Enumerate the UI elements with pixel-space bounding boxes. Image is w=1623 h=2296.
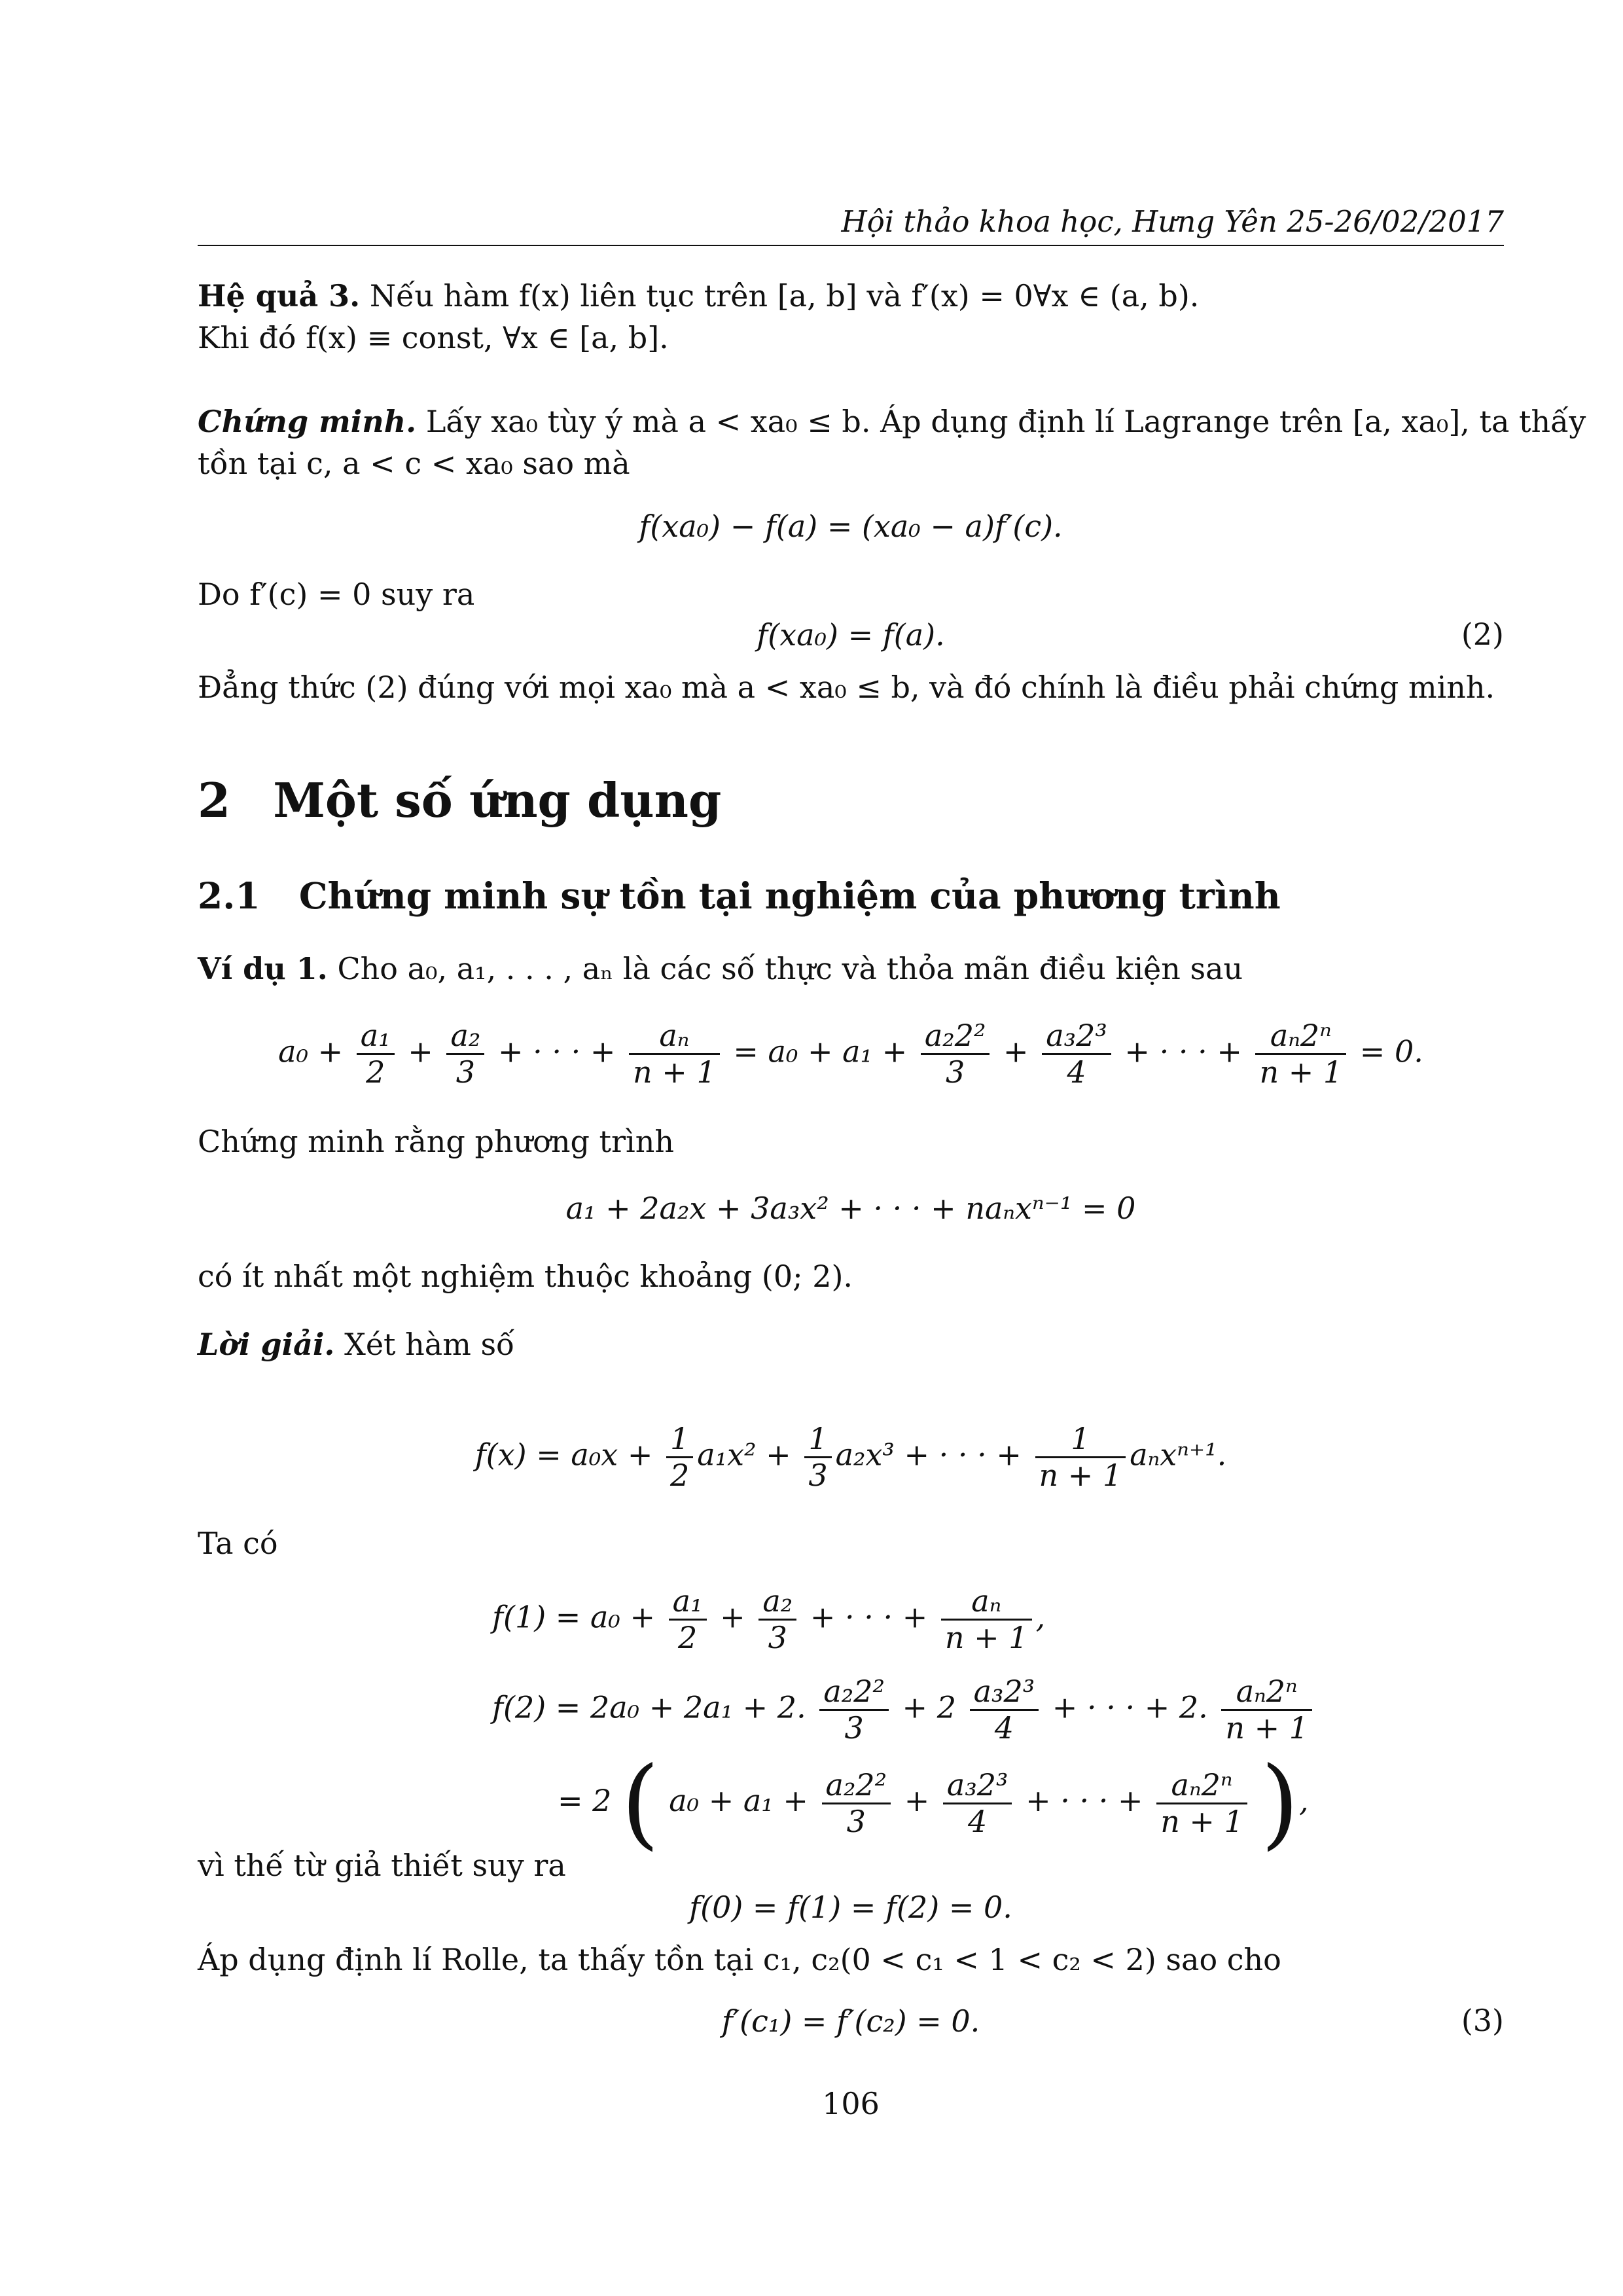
- f3-end: ,: [1299, 1783, 1309, 1818]
- f3-dots: + · · · +: [1026, 1783, 1143, 1818]
- proof-text-1: Lấy xa₀ tùy ý mà a < xa₀ ≤ b. Áp dụng định lí Lagrange trên [a, xa₀], ta thấy: [425, 404, 1586, 439]
- proof-equation-1: f(xa₀) − f(a) = (xa₀ − a)f′(c).: [639, 509, 1063, 544]
- f3-frac-3: $\frac{\text{a₃2³}}{4}$: [943, 1768, 1012, 1839]
- proof-line-2: tồn tại c, a < c < xa₀ sao mà: [198, 446, 630, 481]
- subsection-title: Chứng minh sự tồn tại nghiệm của phương trình: [298, 874, 1281, 917]
- left-paren: (: [621, 1746, 660, 1860]
- f3-lhs: = 2: [558, 1783, 612, 1818]
- f1-equation: f(1) = a₀ + $\frac{\text{a₁}}{2}$ + $\frac{\text{a₂}}{3}$ + · · · + $\frac{\text{aₙ}}{n + 1}$ ,: [492, 1583, 1046, 1655]
- f1-lhs: f(1) = a₀ +: [492, 1599, 656, 1635]
- section-heading: [198, 772, 721, 828]
- f1-frac-1: $\frac{\text{a₁}}{2}$: [669, 1584, 707, 1655]
- proof-line-4: Đẳng thức (2) đúng với mọi xa₀ mà a < xa₀ ≤ b, và đó chính là điều phải chứng minh.: [198, 670, 1495, 705]
- f2-plus-3: + 2: [902, 1689, 956, 1725]
- f2-factored-equation: [558, 1746, 1309, 1860]
- f3-frac-n: $\frac{\text{aₙ2ⁿ}}{n + 1}$: [1156, 1768, 1247, 1839]
- equation-3: f′(c₁) = f′(c₂) = 0.: [721, 2003, 980, 2039]
- f-lhs: f(x) = a₀x +: [474, 1437, 653, 1473]
- solution-line-2: Ta có: [198, 1526, 278, 1561]
- example-line-1: [198, 950, 1243, 988]
- condition-equation: a₀ + $\frac{\text{a₁}}{2}$ + $\frac{\text{a₂}}{3}$ + · · · + $\frac{\text{aₙ}}{n + 1}$ = a₀ + a₁ + $\frac{\text{a₂2²}}{3}$ + $\frac{\text{a₃2³}}{4}$ + · · · + $\frac{\text{aₙ2ⁿ}}{n + 1}$ = 0.: [278, 1018, 1423, 1090]
- proof-line-3: Do f′(c) = 0 suy ra: [198, 577, 475, 612]
- section-number: 2: [198, 772, 231, 828]
- cond-end: = 0.: [1359, 1033, 1423, 1069]
- f-term-2: a₂x³ + · · · +: [835, 1437, 1022, 1473]
- f1-dots: + · · · +: [810, 1599, 928, 1635]
- cond-frac-u3: $\frac{\text{a₃2³}}{4}$: [1042, 1018, 1111, 1090]
- example-label: Ví dụ 1.: [198, 951, 328, 986]
- cond-frac-n: $\frac{\text{aₙ}}{n + 1}$: [629, 1018, 720, 1090]
- equation-number-2: (2): [1461, 617, 1504, 652]
- subsection-number: 2.1: [198, 874, 260, 917]
- proof-line-1: [198, 403, 1586, 441]
- f2-frac-n: $\frac{\text{aₙ2ⁿ}}{n + 1}$: [1221, 1674, 1312, 1746]
- cond-frac-1: $\frac{\text{a₁}}{2}$: [357, 1018, 395, 1090]
- polynomial-equation: a₁ + 2a₂x + 3a₃x² + · · · + naₙxⁿ⁻¹ = 0: [565, 1191, 1136, 1226]
- f1-frac-2: $\frac{\text{a₂}}{3}$: [758, 1584, 796, 1655]
- f-term-1: a₁x² +: [697, 1437, 791, 1473]
- f2-equation: [492, 1674, 1316, 1746]
- f-coef-2: $\frac{1}{3}$: [804, 1422, 831, 1493]
- solution-label: Lời giải.: [198, 1327, 335, 1362]
- cond-frac-u2: $\frac{\text{a₂2²}}{3}$: [921, 1018, 990, 1090]
- cond-mid: = a₀ + a₁ +: [733, 1033, 908, 1069]
- function-definition: [198, 1422, 1504, 1493]
- solution-line-4: Áp dụng định lí Rolle, ta thấy tồn tại c₁, c₂(0 < c₁ < 1 < c₂ < 2) sao cho: [198, 1942, 1281, 1977]
- page-number: 106: [822, 2086, 880, 2121]
- corollary-line-1: [198, 278, 1199, 315]
- f3-plus-3: +: [904, 1783, 930, 1818]
- cond-frac-2: $\frac{\text{a₂}}{3}$: [446, 1018, 484, 1090]
- f3-inner: a₀ + a₁ +: [669, 1783, 808, 1818]
- f1-frac-n: $\frac{\text{aₙ}}{n + 1}$: [941, 1584, 1032, 1655]
- zero-equation: f(0) = f(1) = f(2) = 0.: [689, 1890, 1012, 1925]
- corollary-text-1: Nếu hàm f(x) liên tục trên [a, b] và f′(x) = 0∀x ∈ (a, b).: [369, 278, 1200, 314]
- equation-number-3: (3): [1461, 2003, 1504, 2038]
- running-header: Hội thảo khoa học, Hưng Yên 25-26/02/2017: [841, 204, 1504, 239]
- f-coef-n: $\frac{1}{n + 1}$: [1035, 1422, 1126, 1493]
- f1-end: ,: [1035, 1599, 1046, 1635]
- right-paren: ): [1260, 1746, 1300, 1860]
- proof-equation-2: f(xa₀) = f(a).: [757, 617, 945, 653]
- f-term-n: aₙxⁿ⁺¹.: [1130, 1437, 1227, 1473]
- section-title: Một số ứng dụng: [273, 772, 722, 828]
- cond-dots-1: + · · · +: [497, 1033, 616, 1069]
- corollary-label: Hệ quả 3.: [198, 278, 361, 314]
- subsection-heading: [198, 874, 1281, 917]
- f2-frac-3: $\frac{\text{a₃2³}}{4}$: [970, 1674, 1039, 1746]
- proof-label: Chứng minh.: [198, 404, 417, 439]
- cond-a0: a₀ +: [278, 1033, 344, 1069]
- solution-line-3: vì thế từ giả thiết suy ra: [198, 1848, 566, 1883]
- f2-lhs: f(2) = 2a₀ + 2a₁ + 2.: [492, 1689, 806, 1725]
- f-coef-1: $\frac{1}{2}$: [666, 1422, 693, 1493]
- corollary-line-2: Khi đó f(x) ≡ const, ∀x ∈ [a, b].: [198, 320, 669, 355]
- header-rule: [198, 245, 1504, 246]
- f2-dots: + · · · + 2.: [1052, 1689, 1208, 1725]
- example-text-1: Cho a₀, a₁, . . . , aₙ là các số thực và thỏa mãn điều kiện sau: [337, 951, 1243, 986]
- example-line-2: Chứng minh rằng phương trình: [198, 1124, 674, 1159]
- example-line-3: có ít nhất một nghiệm thuộc khoảng (0; 2).: [198, 1259, 853, 1294]
- f3-frac-2: $\frac{\text{a₂2²}}{3}$: [822, 1768, 891, 1839]
- solution-line-1: [198, 1326, 514, 1364]
- f2-frac-2: $\frac{\text{a₂2²}}{3}$: [819, 1674, 889, 1746]
- cond-frac-un: $\frac{\text{aₙ2ⁿ}}{n + 1}$: [1255, 1018, 1346, 1090]
- solution-text-1: Xét hàm số: [344, 1327, 515, 1362]
